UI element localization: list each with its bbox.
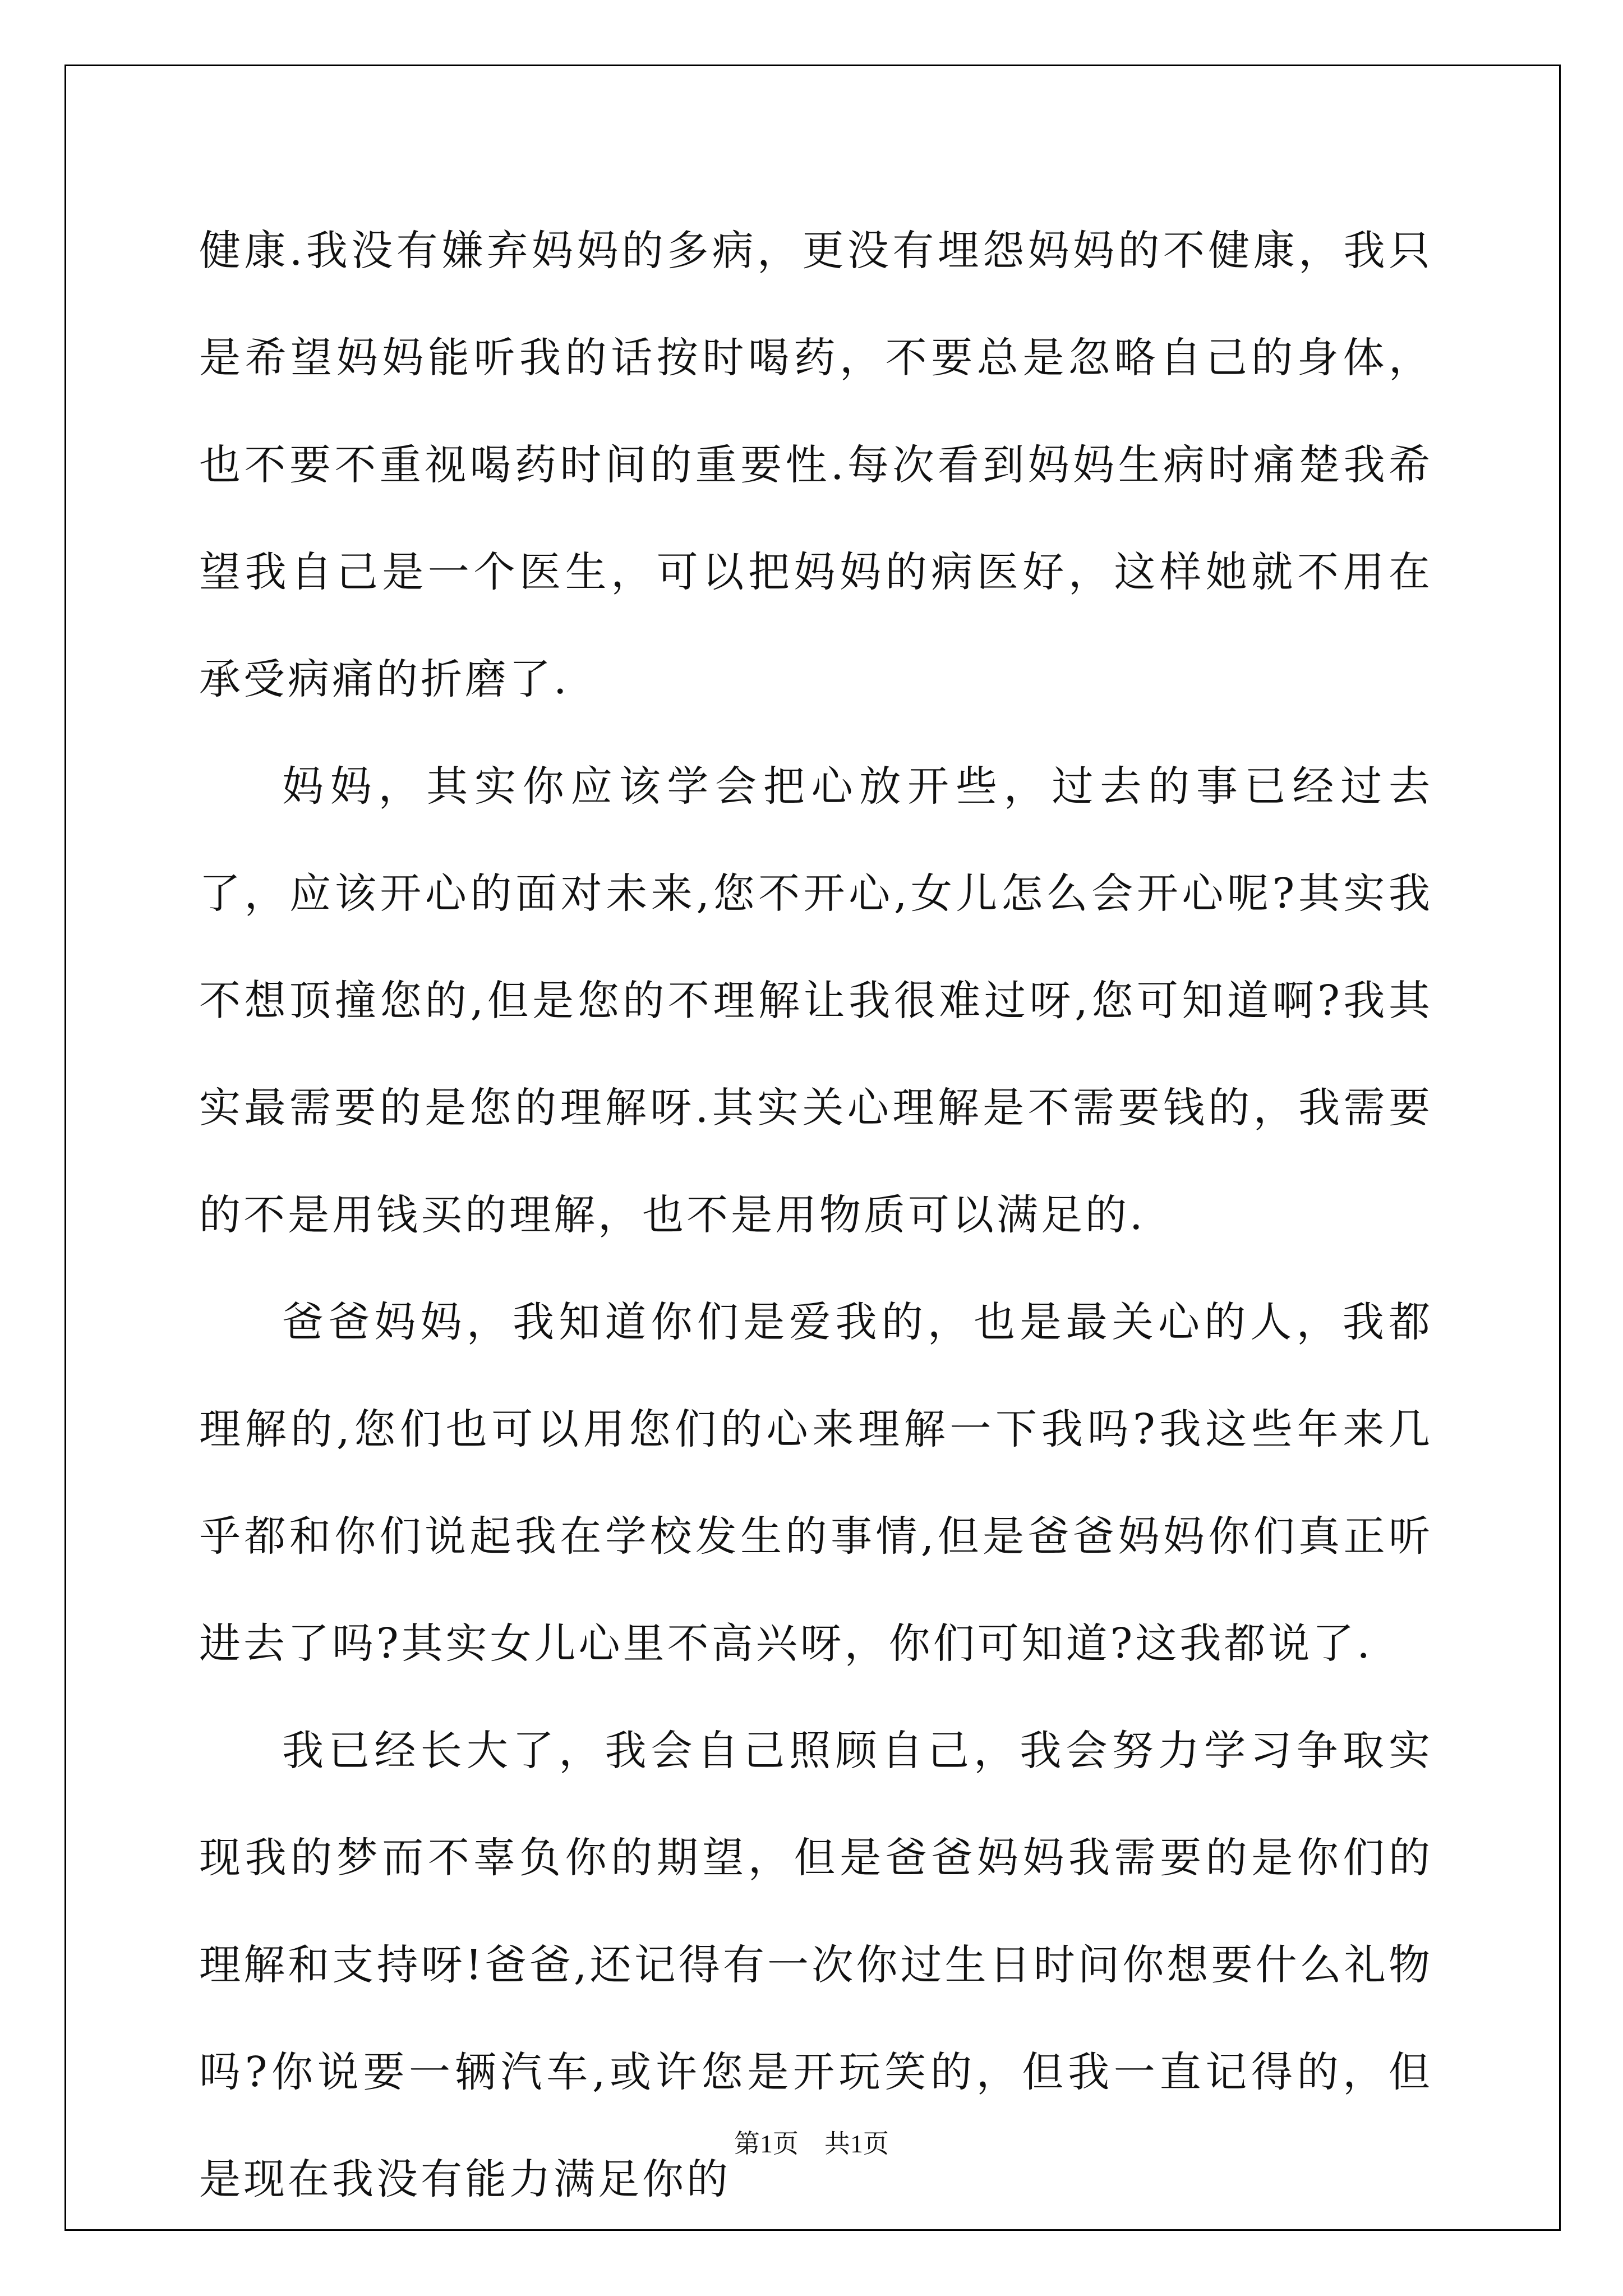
paragraph-4: 我已经长大了，我会自己照顾自己，我会努力学习争取实现我的梦而不辜负你的期望，但是爸爸妈妈我需要的是你们的理解和支持呀!爸爸,还记得有一次你过生日时问你想要什么礼物吗?你说要一辆汽车,或许您是开玩笑的，但我一直记得的，但是现在我没有能力满足你的 xyxy=(199,1727,1433,2203)
page-footer xyxy=(0,2123,1623,2160)
page-number: 第1页 共1页 xyxy=(734,2129,889,2158)
paragraph-3: 爸爸妈妈，我知道你们是爱我的，也是最关心的人，我都理解的,您们也可以用您们的心来理解一下我吗?我这些年来几乎都和你们说起我在学校发生的事情,但是爸爸妈妈你们真正听进去了吗?其实女儿心里不高兴呀，你们可知道?这我都说了. xyxy=(199,1298,1433,1668)
paragraph-2: 妈妈，其实你应该学会把心放开些，过去的事已经过去了，应该开心的面对未来,您不开心,女儿怎么会开心呢?其实我不想顶撞您的,但是您的不理解让我很难过呀,您可知道啊?我其实最需要的是您的理解呀.其实关心理解是不需要钱的，我需要的不是用钱买的理解，也不是用物质可以满足的. xyxy=(199,762,1433,1239)
document-body xyxy=(199,197,1433,2233)
paragraph-1: 健康.我没有嫌弃妈妈的多病，更没有埋怨妈妈的不健康，我只是希望妈妈能听我的话按时喝药，不要总是忽略自己的身体，也不要不重视喝药时间的重要性.每次看到妈妈生病时痛楚我希望我自己是一个医生，可以把妈妈的病医好，这样她就不用在承受病痛的折磨了. xyxy=(199,227,1433,703)
